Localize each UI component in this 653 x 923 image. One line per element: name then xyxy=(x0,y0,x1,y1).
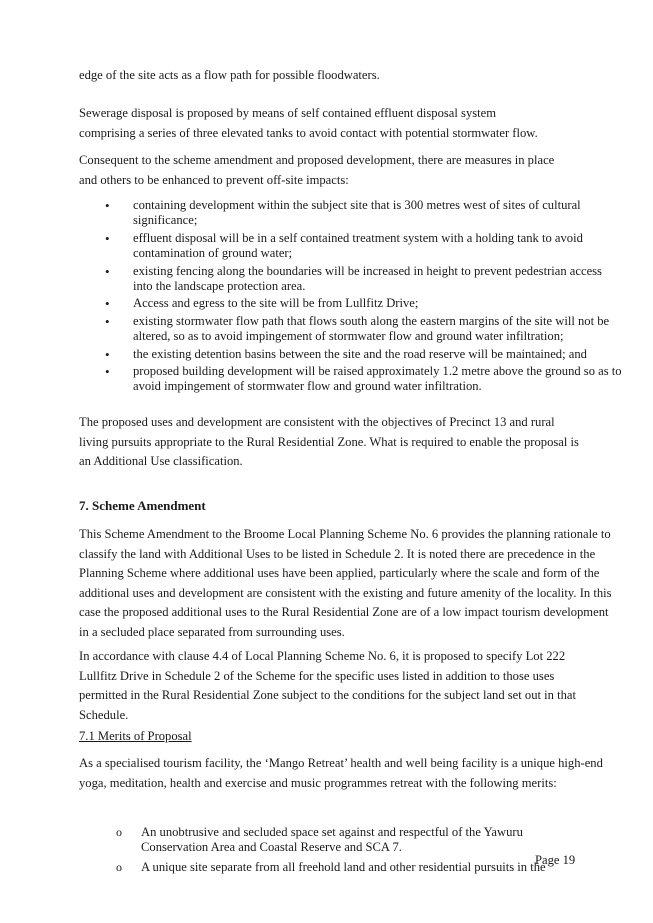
list-item: o An unobtrusive and secluded space set against and respectful of the Yawuru Conservation Area and Coastal Reserve and SCA 7. xyxy=(113,825,593,856)
list-item: • containing development within the subject site that is 300 metres west of sites of cultural significance; xyxy=(99,198,624,229)
paragraph-sewerage: Sewerage disposal is proposed by means of self contained effluent disposal system comprising a series of three elevated tanks to avoid contact with potential stormwater flow. xyxy=(79,106,538,140)
subsection-heading: 7.1 Merits of Proposal xyxy=(79,729,192,743)
list-item: • proposed building development will be raised approximately 1.2 metre above the ground so as to avoid impingement of stormwater flow and ground water infiltration. xyxy=(99,364,624,395)
list-item: • existing fencing along the boundaries will be increased in height to prevent pedestrian access into the landscape protection area. xyxy=(99,264,624,295)
paragraph-scheme-amendment: This Scheme Amendment to the Broome Local Planning Scheme No. 6 provides the planning rationale to classify the land with Additional Uses to be listed in Schedule 2. It is noted there are precedence in the Planning Scheme where additional uses have been applied, particularly where the scale and form of the additional uses and development are consistent with the existing and future amenity of the locality. In this case the proposed additional uses to the Rural Residential Zone are of a low impact tourism development in a secluded place separated from surrounding uses. xyxy=(79,527,612,639)
merits-list xyxy=(113,825,593,879)
paragraph-clause-4-4: In accordance with clause 4.4 of Local Planning Scheme No. 6, it is proposed to specify Lot 222 Lullfitz Drive in Schedule 2 of the Scheme for the specific uses listed in addition to those uses permitted in the Rural Residential Zone subject to the conditions for the subject land set out in that Schedule. xyxy=(79,649,576,722)
list-item: o A unique site separate from all freehold land and other residential pursuits in the xyxy=(113,860,593,875)
impact-measures-list xyxy=(99,198,624,397)
section-heading: 7. Scheme Amendment xyxy=(79,498,206,513)
list-item: • the existing detention basins between the site and the road reserve will be maintained; and xyxy=(99,347,624,362)
paragraph-consistency: The proposed uses and development are consistent with the objectives of Precinct 13 and rural living pursuits appropriate to the Rural Residential Zone. What is required to enable the proposal is an Additional Use classification. xyxy=(79,415,579,468)
list-item: • effluent disposal will be in a self contained treatment system with a holding tank to avoid contamination of ground water; xyxy=(99,231,624,262)
list-item: • existing stormwater flow path that flows south along the eastern margins of the site will not be altered, so as to avoid impingement of stormwater flow and ground water infiltration; xyxy=(99,314,624,345)
paragraph-consequent: Consequent to the scheme amendment and proposed development, there are measures in place and others to be enhanced to prevent off-site impacts: xyxy=(79,153,555,187)
paragraph-floodwaters: edge of the site acts as a flow path for possible floodwaters. xyxy=(79,68,380,82)
paragraph-merits-intro: As a specialised tourism facility, the ‘Mango Retreat’ health and well being facility is a unique high-end yoga, meditation, health and exercise and music programmes retreat with the following merits: xyxy=(79,756,603,790)
page-number: Page 19 xyxy=(535,853,576,867)
list-item: • Access and egress to the site will be from Lullfitz Drive; xyxy=(99,296,624,311)
